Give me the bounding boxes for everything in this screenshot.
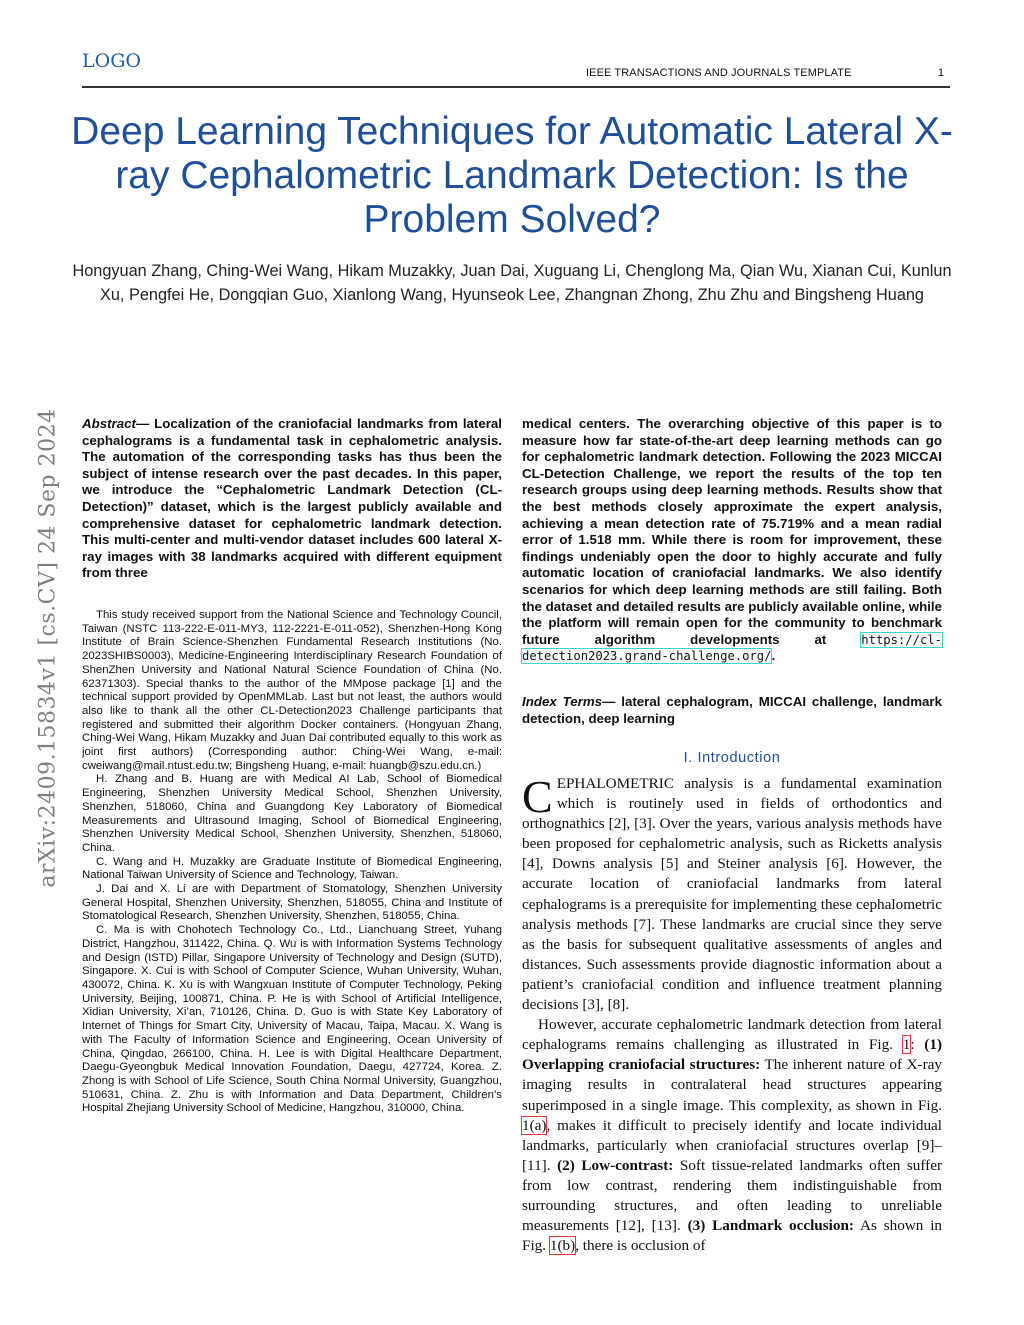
footnote-affiliation: C. Ma is with Chohotech Technology Co., Ltd., Lianchuang Street, Yuhang District, Hangzhou, 311422, China. Q. Wu is with Information Systems Technology and Design (ISTD) Pillar, Singapore University of Technology and Design (SUTD), Singapore. X. Cui is with School of Computer Science, Wuhan University, Wuhan, 430072, China. K. Xu is with Wangxuan Institute of Computer Technology, Peking University, Beijing, 100871, China. P. He is with School of Artificial Intelligence, Xidian University, Xi’an, 710126, China. D. Guo is with State Key Laboratory of Internet of Things for Smart City, University of Macau, Taipa, Macau. X. Wang is with The Faculty of Information Science and Engineering, Ocean University of China, Qingdao, 266100, China. H. Lee is with Digital Healthcare Department, Daegu-Gyeongbuk Medical Innovation Foundation, Daegu, 427724, Korea. Z. Zhong is with School of Life Science, South China Normal University, Guangzhou, 510631, China. Z. Zhu is with Information and Data Department, Children’s Hospital Zhejiang University School of Medicine, Hangzhou, 310000, China.: [82, 924, 502, 1115]
abstract-left: [82, 416, 502, 582]
section-heading-introduction: I. Introduction: [683, 750, 781, 766]
author-list: Hongyuan Zhang, Ching-Wei Wang, Hikam Muzakky, Juan Dai, Xuguang Li, Chenglong Ma, Qian Wu, Xianan Cui, Kunlun Xu, Pengfei He, Dongqian Guo, Xianlong Wang, Hyunseok Lee, Zhangnan Zhong, Zhu Zhu and Bingsheng Huang: [72, 262, 952, 304]
introduction-body: [522, 771, 943, 1256]
abstract-text-part2: medical centers. The overarching objective of this paper is to measure how far state-of-the-art deep learning methods can go for cephalometric landmark detection. Following the 2023 MICCAI CL-Detection Challenge, we report the results of the top ten research groups using deep learning methods. Results show that the best methods closely approximate the expert analysis, achieving a mean detection rate of 75.719% and a mean radial error of 1.518 mm. While there is room for improvement, these findings undeniably open the door to highly accurate and fully automatic location of craniofacial landmarks. We also identify scenarios for which deep learning methods are still failing. Both the dataset and detailed results are publicly available online, while the platform will remain open for the community to benchmark future algorithm developments at: [522, 416, 942, 647]
abstract-period: .: [771, 648, 776, 664]
intro-p2-text: :: [910, 1036, 915, 1054]
intro-p2-text: , there is occlusion of: [575, 1237, 706, 1255]
arxiv-stamp: arXiv:2409.15834v1 [cs.CV] 24 Sep 2024: [35, 408, 61, 888]
intro-p2-text: Soft tissue-related landmarks often suffer from low contrast, rendering them indistinguishable from surrounding structures, and often leading to unreliable measurements [12], [13].: [522, 1156, 943, 1235]
intro-p2-text: The inherent nature of X-ray imaging results in contralateral head structures appearing superimposed in a single image. This complexity, as shown in Fig.: [522, 1056, 942, 1114]
abstract-right: [522, 416, 942, 665]
index-terms: [522, 694, 942, 727]
figure-ref-link[interactable]: 1(b): [549, 1237, 576, 1255]
abstract-text-part1: — Localization of the craniofacial landmarks from lateral cephalograms is a fundamental task in cephalometric analysis. The automation of the corresponding tasks has thus been the subject of intense research over the past decades. In this paper, we introduce the “Cephalometric Landmark Detection (CL-Detection)” dataset, which is the largest publicly available and comprehensive dataset for cephalometric landmark detection. This multi-center and multi-vendor dataset includes 600 lateral X-ray images with 38 landmarks acquired with different equipment from three: [82, 416, 502, 581]
footnote-affiliation: J. Dai and X. Li are with Department of Stomatology, Shenzhen University General Hospital, Shenzhen University, Shenzhen, 518055, China and Institute of Stomatological Research, Shenzhen University, Shenzhen, 518055, China.: [82, 883, 502, 923]
running-title: IEEE TRANSACTIONS AND JOURNALS TEMPLATE: [586, 67, 852, 79]
index-terms-label: Index Terms: [522, 694, 603, 709]
index-terms-text: — lateral cephalogram, MICCAI challenge, landmark detection, deep learning: [522, 694, 942, 726]
footnote: [82, 609, 502, 1116]
footnote-affiliation: C. Wang and H. Muzakky are Graduate Institute of Biomedical Engineering, National Taiwan University of Science and Technology, Taiwan.: [82, 855, 502, 882]
intro-p2-bold: (3) Landmark occlusion:: [687, 1217, 854, 1235]
abstract-label: Abstract: [82, 416, 136, 431]
intro-paragraph-1: [522, 771, 942, 1015]
drop-cap: C: [522, 771, 553, 822]
intro-paragraph-2: [522, 1015, 942, 1256]
figure-ref-link[interactable]: 1: [902, 1036, 911, 1054]
journal-logo: LOGO: [82, 50, 141, 72]
intro-p2-text: , makes it difficult to precisely identify and locate individual landmarks, particularly when craniofacial structures overlap [9]–[11].: [522, 1116, 942, 1174]
footnote-affiliation: H. Zhang and B. Huang are with Medical AI Lab, School of Biomedical Engineering, Shenzhen University Medical School, Shenzhen University, Shenzhen, 518060, China and Guangdong Key Laboratory of Biomedical Measurements and Ultrasound Imaging, School of Biomedical Engineering, Shenzhen University Medical School, Shenzhen University, Shenzhen, 518060, China.: [82, 773, 502, 854]
intro-p2-bold: (2) Low-contrast:: [557, 1156, 674, 1174]
intro-p2-bold: (1) Overlapping craniofacial structures:: [522, 1036, 943, 1074]
page-number: 1: [937, 67, 944, 79]
paper-title: Deep Learning Techniques for Automatic Lateral X-ray Cephalometric Landmark Detection: Is the Problem Solved?: [71, 110, 953, 241]
header-rule: [82, 86, 950, 88]
intro-p2-text: However, accurate cephalometric landmark detection from lateral cephalograms remains challenging as illustrated in Fig.: [522, 1016, 942, 1054]
intro-p1-text: EPHALOMETRIC analysis is a fundamental examination which is routinely used in fields of orthodontics and orthognathics [2], [3]. Over the years, various analysis methods have been proposed for cephalometric analysis, such as Ricketts analysis [4], Downs analysis [5] and Steiner analysis [6]. However, the accurate location of craniofacial landmarks from lateral cephalograms is a prerequisite for implementing these cephalometric analysis methods [7]. These landmarks are crucial since they serve as the basis for subsequent qualitative assessments of angles and distances. Such assessments provide diagnostic information about a patient’s craniofacial condition and influence treatment planning decisions [3], [8].: [522, 775, 942, 1014]
footnote-funding: This study received support from the National Science and Technology Council, Taiwan (NSTC 113-222-E-011-MY3, 112-2221-E-011-052), Shenzhen-Hong Kong Institute of Brain Science-Shenzhen Fundamental Research Institutions (No. 2023SHIBS0003), Medicine-Engineering Interdisciplinary Research Foundation of ShenZhen University and National Natural Science Foundation of China (No. 62371303). Special thanks to the author of the MMpose package [1] and the technical support provided by OpenMMLab. Last but not least, the authors would also like to thank all the other CL-Detection2023 Challenge participants that registered and submitted their algorithm Docker containers. (Hongyuan Zhang, Ching-Wei Wang, Hikam Muzakky and Juan Dai contributed equally to this work as joint first authors) (Corresponding author: Ching-Wei Wang, e-mail: cweiwang@mail.ntust.edu.tw; Bingsheng Huang, e-mail: huangb@szu.edu.cn.): [82, 609, 502, 772]
challenge-url-link[interactable]: https://cl-detection2023.grand-challenge.org/: [522, 632, 942, 664]
figure-ref-link[interactable]: 1(a): [522, 1116, 547, 1134]
intro-p2-text: As shown in Fig.: [522, 1217, 943, 1255]
